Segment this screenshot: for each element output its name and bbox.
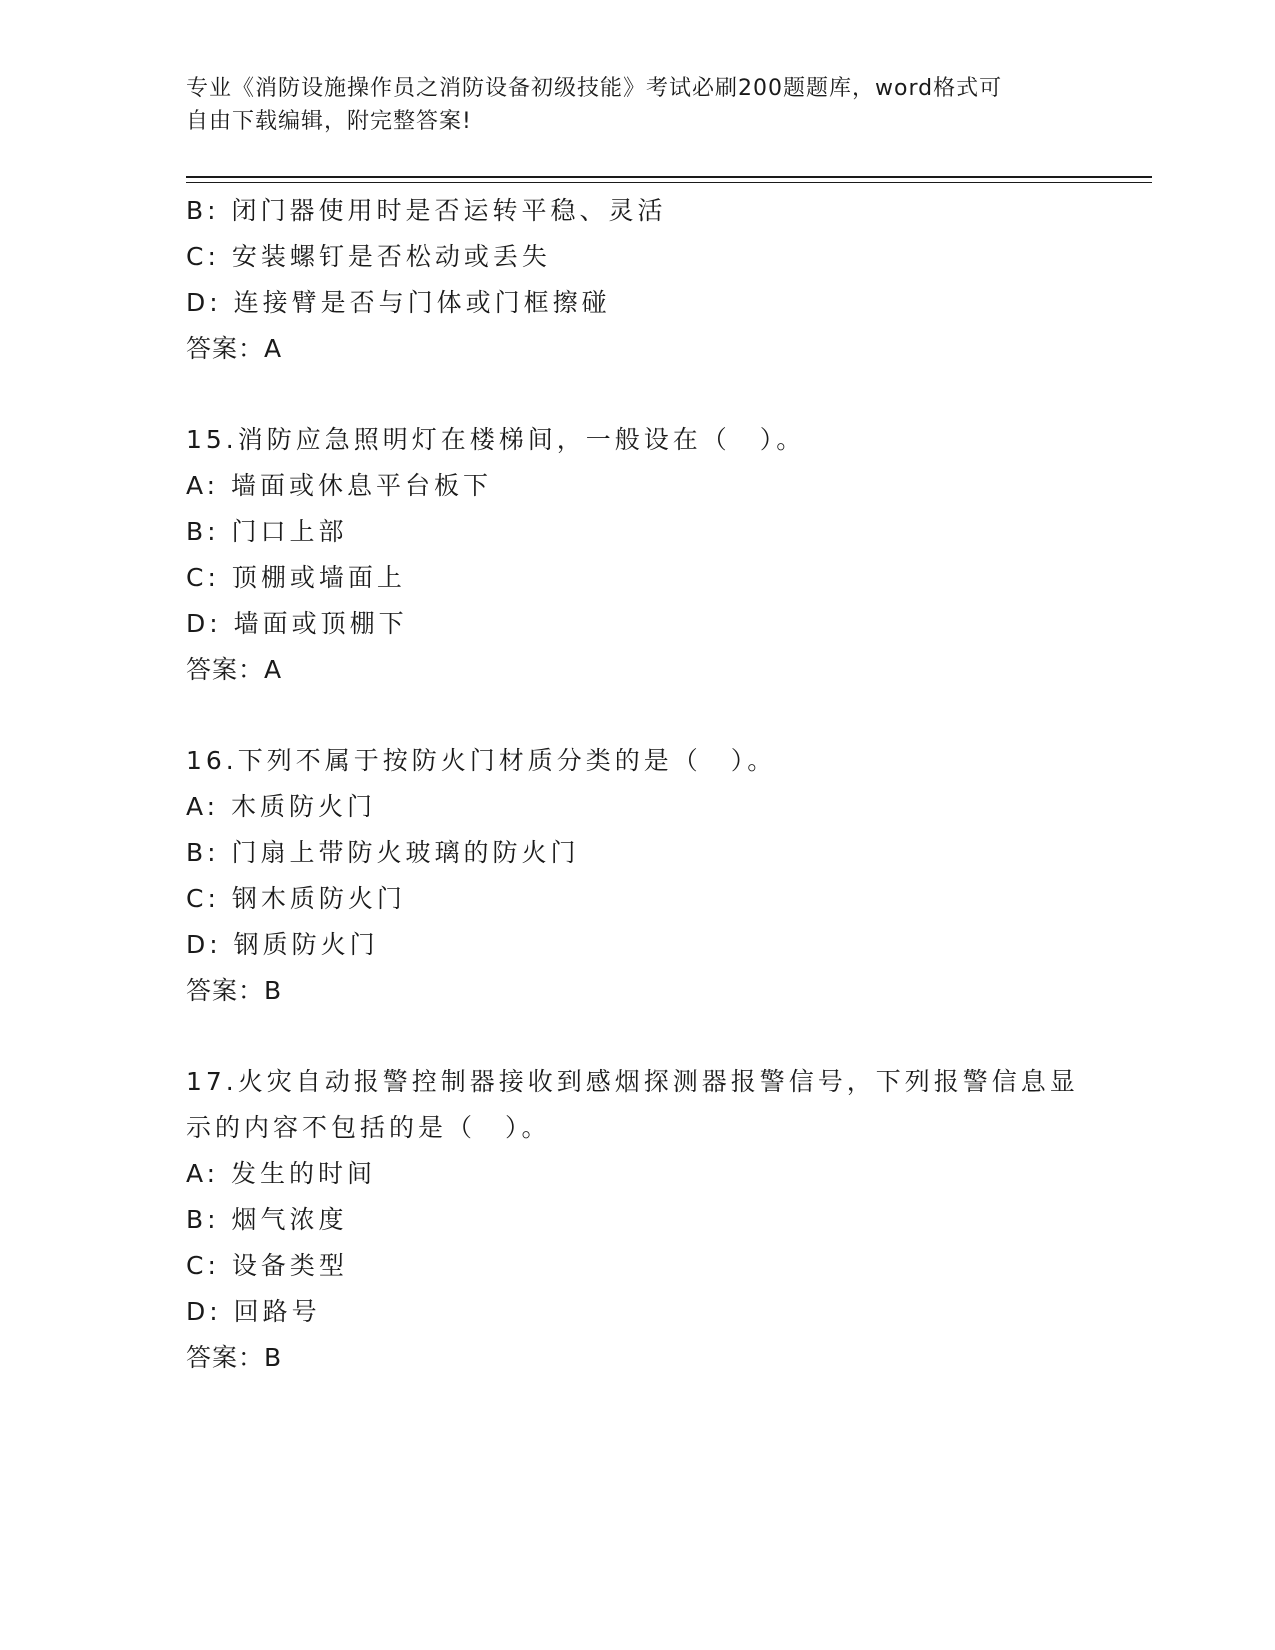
question-block-17 (186, 1059, 1086, 1381)
option-d: D: 回路号 (186, 1297, 321, 1326)
question-block-15 (186, 417, 1086, 693)
option-d: D: 连接臂是否与门体或门框擦碰 (186, 288, 611, 317)
document-body (186, 188, 1086, 1381)
option-d: D: 钢质防火门 (186, 930, 379, 959)
option-a: A: 墙面或休息平台板下 (186, 471, 493, 500)
option-b: B: 闭门器使用时是否运转平稳、灵活 (186, 196, 667, 225)
option-b: B: 门口上部 (186, 517, 348, 546)
question-block-16 (186, 738, 1086, 1014)
answer-line: 答案：B (186, 976, 283, 1005)
question-text: 16.下列不属于按防火门材质分类的是（ ）。 (186, 746, 777, 775)
option-c: C: 设备类型 (186, 1251, 348, 1280)
option-c: C: 安装螺钉是否松动或丢失 (186, 242, 551, 271)
question-block-previous (186, 188, 1086, 372)
option-c: C: 顶棚或墙面上 (186, 563, 406, 592)
option-a: A: 发生的时间 (186, 1159, 377, 1188)
option-d: D: 墙面或顶棚下 (186, 609, 408, 638)
header-divider-thin (186, 182, 1152, 183)
option-c: C: 钢木质防火门 (186, 884, 406, 913)
header-divider-thick (186, 176, 1152, 178)
question-text-line-1: 17.火灾自动报警控制器接收到感烟探测器报警信号，下列报警信息显 (186, 1067, 1079, 1096)
answer-line: 答案：B (186, 1343, 283, 1372)
question-text: 15.消防应急照明灯在楼梯间，一般设在（ ）。 (186, 425, 806, 454)
question-text-line-2: 示的内容不包括的是（ ）。 (186, 1113, 551, 1142)
header-line-2: 自由下载编辑，附完整答案! (186, 109, 472, 134)
option-a: A: 木质防火门 (186, 792, 377, 821)
answer-line: 答案：A (186, 655, 283, 684)
option-b: B: 门扇上带防火玻璃的防火门 (186, 838, 580, 867)
option-b: B: 烟气浓度 (186, 1205, 348, 1234)
answer-line: 答案：A (186, 334, 283, 363)
document-header (186, 72, 1066, 138)
header-line-1: 专业《消防设施操作员之消防设备初级技能》考试必刷200题题库，word格式可 (186, 76, 1003, 101)
